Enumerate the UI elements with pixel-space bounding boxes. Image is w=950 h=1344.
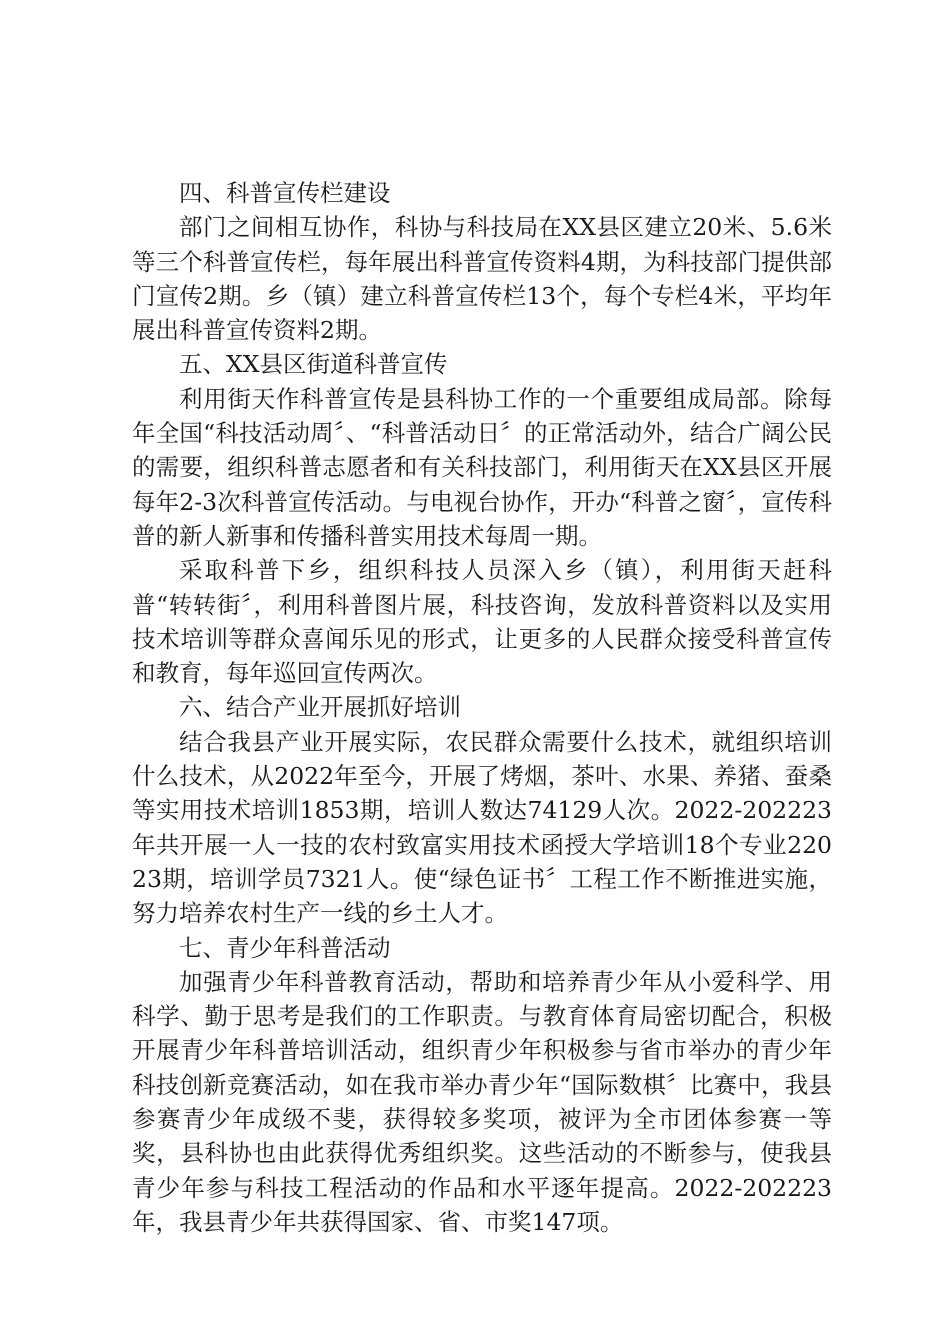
section-heading-5: 五、XX县区街道科普宣传 xyxy=(179,350,448,379)
paragraph-training: 结合我县产业开展实际，农民群众需要什么技术，就组织培训什么技术，从2022年至今，开展了烤烟，茶叶、水果、养猪、蚕桑等实用技术培训1853期，培训人数达74129人次。2022-202223年共开展一人一技的农村致富实用技术函授大学培训18个专业22023期，培训学员7321人。使“绿色证书〞工程工作不断推进实施，努力培养农村生产一线的乡土人才。 xyxy=(132,727,832,928)
section-heading-7: 七、青少年科普活动 xyxy=(179,933,391,962)
document-body xyxy=(132,176,832,1239)
paragraph-countryside-promotion: 采取科普下乡，组织科技人员深入乡（镇），利用街天赶科普“转转街〞，利用科普图片展，科技咨询，发放科普资料以及实用技术培训等群众喜闻乐见的形式，让更多的人民群众接受科普宣传和教育，每年巡回宣传两次。 xyxy=(132,556,832,688)
section-heading-4: 四、科普宣传栏建设 xyxy=(179,179,391,207)
paragraph-bulletin-boards: 部门之间相互协作，科协与科技局在XX县区建立20米、5.6米等三个科普宣传栏，每年展出科普宣传资料4期，为科技部门提供部门宣传2期。乡（镇）建立科普宣传栏13个，每个专栏4米，平均年展出科普宣传资料2期。 xyxy=(132,213,832,345)
paragraph-youth-activities: 加强青少年科普教育活动，帮助和培养青少年从小爱科学、用科学、勤于思考是我们的工作职责。与教育体育局密切配合，积极开展青少年科普培训活动，组织青少年积极参与省市举办的青少年科技创新竞赛活动，如在我市举办青少年“国际数棋〞比赛中，我县参赛青少年成级不斐，获得较多奖项，被评为全市团体参赛一等奖，县科协也由此获得优秀组织奖。这些活动的不断参与，使我县青少年参与科技工程活动的作品和水平逐年提高。2022-202223年，我县青少年共获得国家、省、市奖147项。 xyxy=(132,967,832,1236)
paragraph-street-promotion: 利用街天作科普宣传是县科协工作的一个重要组成局部。除每年全国“科技活动周〞、“科普活动日〞的正常活动外，结合广阔公民的需要，组织科普志愿者和有关科技部门，利用街天在XX县区开展每年2-3次科普宣传活动。与电视台协作，开办“科普之窗〞，宣传科普的新人新事和传播科普实用技术每周一期。 xyxy=(132,384,832,550)
section-heading-6: 六、结合产业开展抓好培训 xyxy=(179,693,461,722)
